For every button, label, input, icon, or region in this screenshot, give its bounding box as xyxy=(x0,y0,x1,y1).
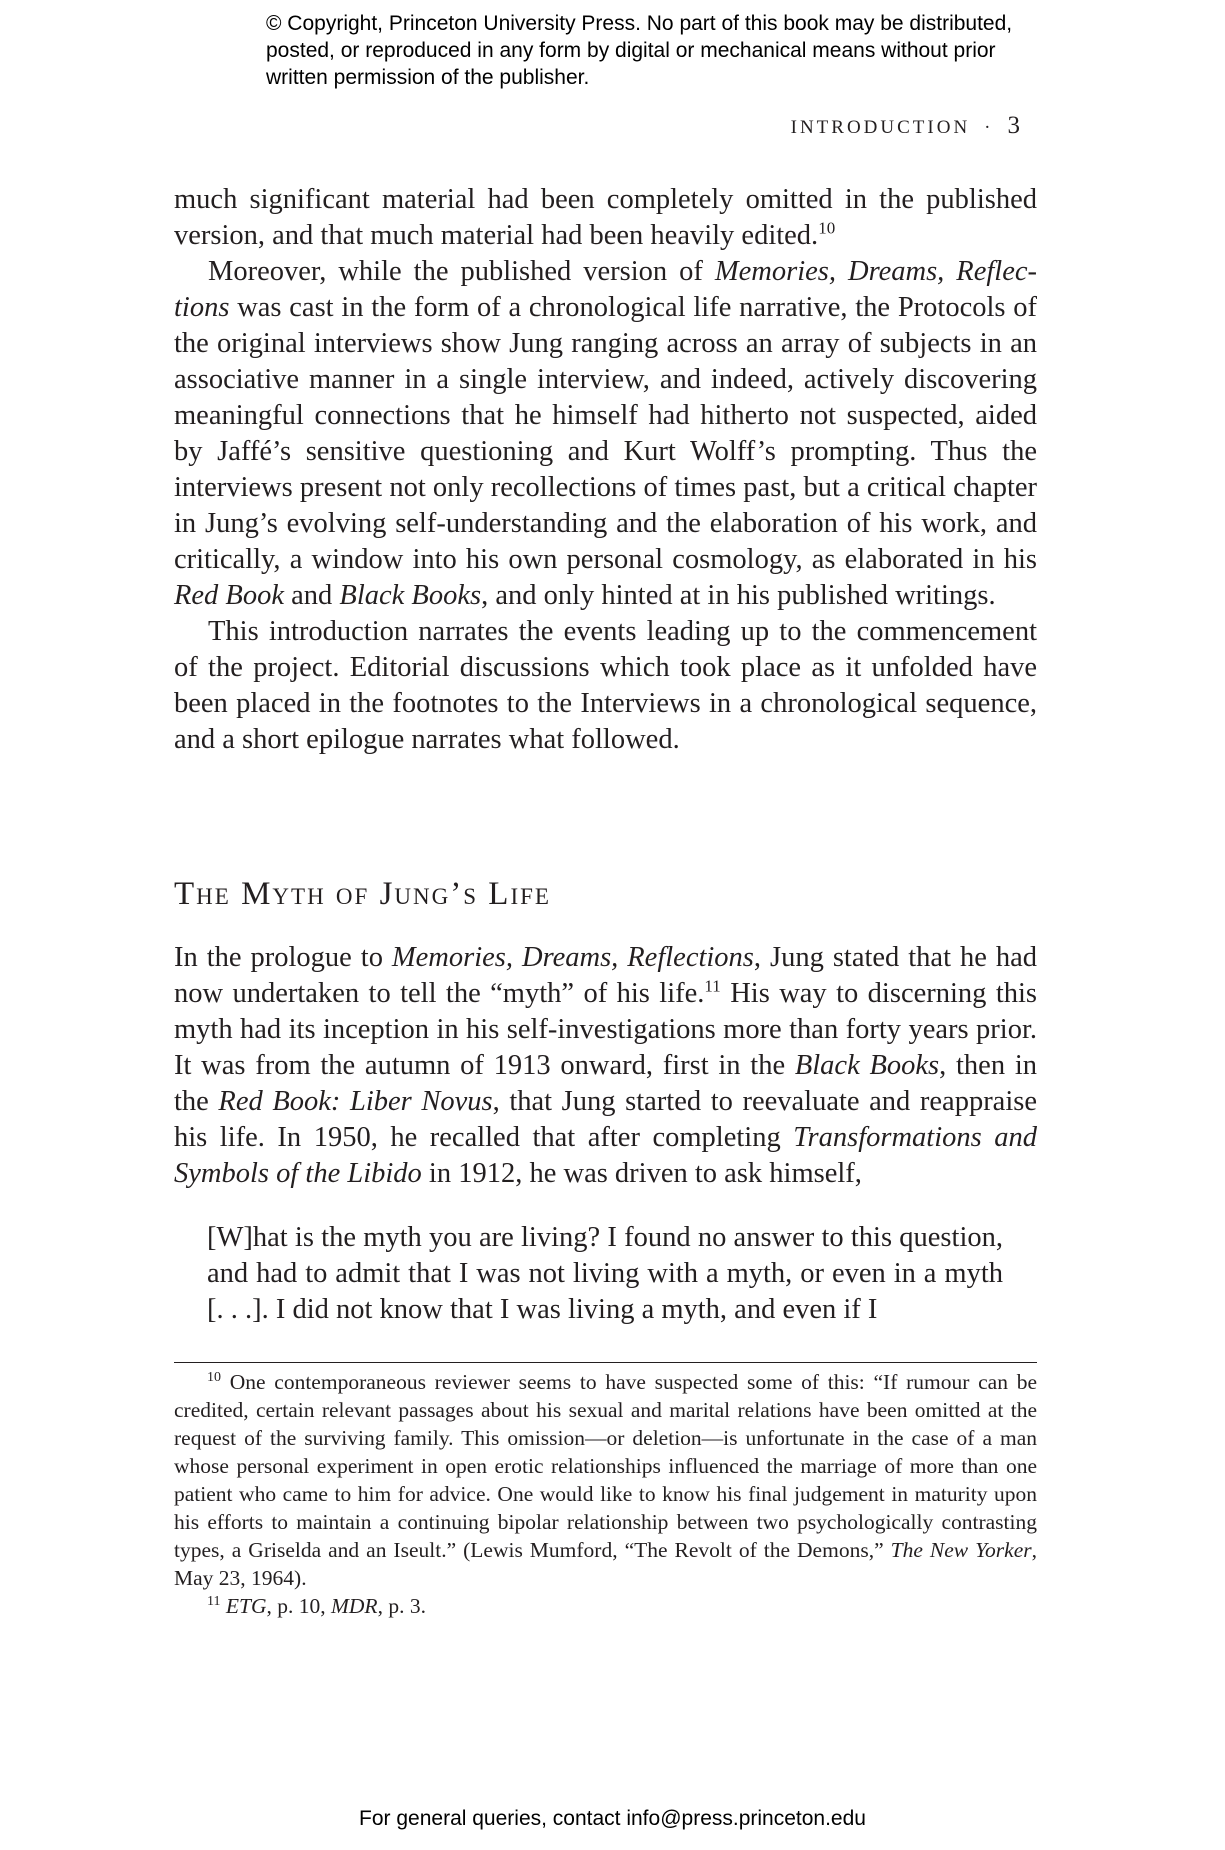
text-run: One contemporaneous reviewer seems to have suspected some of this: “If rumour can be credited, certain relevant passages about his sexual and marital relations have been omitted at the request of the surviving family. This omission—or deletion—is unfortunate in the case of a man whose personal experiment in open erotic relationships influenced the marriage of more than one patient who came to him for advice. One would like to know his final judgement in maturity upon his efforts to maintain a continuing bipolar relationship between two psychologically contrasting types, a Griselda and an Iseult.” (Lewis Mumford, “The Revolt of the Demons,” xyxy=(174,1370,1037,1562)
footnote-ref-11[interactable]: 11 xyxy=(704,976,721,996)
footnotes xyxy=(174,1368,1037,1620)
page-number: 3 xyxy=(1007,112,1020,139)
footer-contact: For general queries, contact info@press.princeton.edu xyxy=(359,1807,866,1830)
running-head xyxy=(791,112,1020,140)
footnote-10 xyxy=(174,1368,1037,1592)
continuation-text: much significant material had been completely omitted in the published version, and that much material had been heavily edited. xyxy=(174,184,1037,251)
book-title: Black Books xyxy=(794,1050,940,1081)
paragraph: This introduction narrates the events leading up to the commencement of the project. Editorial discussions which took place as it unfolded have been placed in the footnotes to the Interviews in a chronological sequence, and a short epilogue narrates what followed. xyxy=(174,616,1037,755)
text-run: Moreover, while the published version of xyxy=(208,256,715,287)
book-title: Black Books xyxy=(339,580,482,611)
text-run: In the prologue to xyxy=(174,942,392,973)
footnote-number: 10 xyxy=(207,1369,221,1385)
section-text xyxy=(174,940,1037,1192)
text-run: , and only hinted at in his published writings. xyxy=(481,580,996,611)
main-text xyxy=(174,182,1037,758)
text-run: was cast in the form of a chronological life narrative, the Protocols of the original interviews show Jung ranging across an array of subjects in an associative manner in a single interview, and indeed, actively discovering meaningful connections that he himself had hitherto not suspected, aided by Jaffé’s sensitive questioning and Kurt Wolff’s prompting. Thus the interviews present not only recollections of times past, but a critical chapter in Jung’s evolving self-understanding and the elaboration of his work, and critically, a window into his own personal cosmology, as elaborated in his xyxy=(174,292,1037,575)
footnote-ref-10[interactable]: 10 xyxy=(818,218,836,238)
text-run: in 1912, he was driven to ask himself, xyxy=(421,1158,862,1189)
footnote-number: 11 xyxy=(207,1593,221,1609)
book-abbrev: ETG xyxy=(225,1594,267,1618)
book-title: Memories, Dreams, Reflections xyxy=(391,942,754,973)
text-run: , May 23, 1964). xyxy=(174,1538,1037,1590)
text-run: and xyxy=(284,580,340,611)
text-run: , then in the xyxy=(174,1050,1037,1117)
running-head-separator: · xyxy=(984,117,994,138)
text-run: , p. 3. xyxy=(377,1594,426,1618)
book-title: Memories, Dreams, Reflections xyxy=(174,256,1037,323)
copyright-notice: © Copyright, Princeton University Press. No part of this book may be distributed, posted, or reproduced in any form by digital or mechanical means without prior written permission of the publisher. xyxy=(266,12,1013,89)
text-run: , that Jung started to reevaluate and reappraise his life. In 1950, he recalled that after completing xyxy=(174,1086,1037,1153)
book-title: Red Book xyxy=(174,580,284,611)
paragraph xyxy=(174,254,1037,614)
book-abbrev: MDR xyxy=(330,1594,378,1618)
book-title: Red Book: Liber Novus xyxy=(218,1086,493,1117)
magazine-title: The New Yorker xyxy=(890,1538,1032,1562)
text-run: , Jung stated that he had now undertaken to tell the “myth” of his life. xyxy=(174,942,1037,1009)
book-title: Transformations and Symbols of the Libido xyxy=(174,1122,1037,1189)
footnote-11 xyxy=(174,1592,1037,1620)
text-run: His way to discerning this myth had its inception in his self-investigations more than forty years prior. It was from the autumn of 1913 onward, first in the xyxy=(174,978,1037,1081)
continuation-paragraph xyxy=(174,182,1037,254)
section-heading: The Myth of Jung’s Life xyxy=(174,876,551,912)
running-head-title: INTRODUCTION xyxy=(790,117,971,138)
footnote-rule xyxy=(174,1362,1037,1363)
block-quote: [W]hat is the myth you are living? I found no answer to this question, and had to admit that I was not living with a myth, or even in a myth [. . .]. I did not know that I was living a myth, and even if I xyxy=(207,1222,1003,1325)
paragraph xyxy=(174,940,1037,1192)
text-run: , p. 10, xyxy=(266,1594,331,1618)
